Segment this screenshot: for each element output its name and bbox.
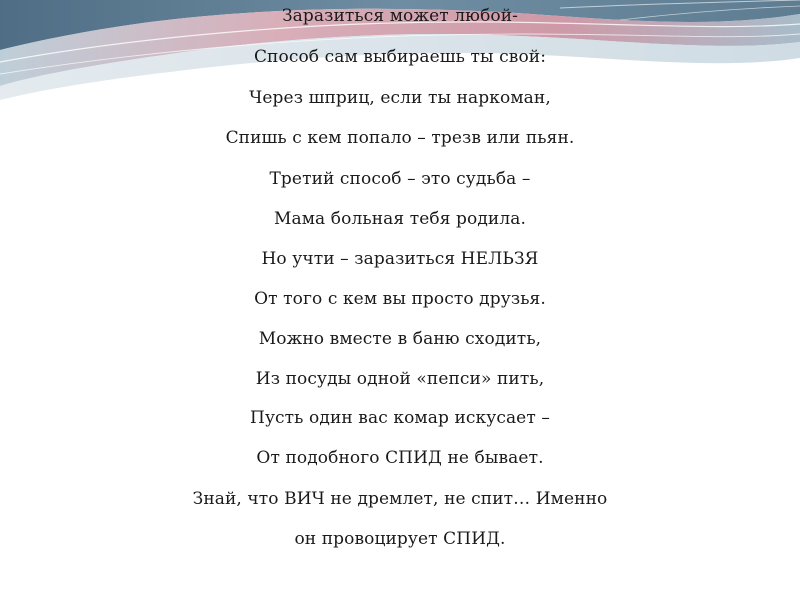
poem-line: Можно вместе в баню сходить, <box>258 329 542 349</box>
poem-line: Из посуды одной «пепси» пить, <box>255 369 545 389</box>
poem-line: Через шприц, если ты наркоман, <box>249 88 551 108</box>
poem-line: Спишь с кем попало – трезв или пьян. <box>225 128 575 148</box>
poem-line: Пусть один вас комар искусает – <box>250 408 550 428</box>
poem-line: Третий способ – это судьба – <box>269 169 531 189</box>
poem-line: Способ сам выбираешь ты свой: <box>253 47 547 67</box>
poem-line: он провоцирует СПИД. <box>294 529 506 549</box>
poem-line: Мама больная тебя родила. <box>273 209 526 229</box>
poem-line: Заразиться может любой- <box>281 6 519 26</box>
poem-line: Но учти – заразиться НЕЛЬЗЯ <box>261 249 539 269</box>
poem-line: От подобного СПИД не бывает. <box>256 448 544 468</box>
poem-line: Знай, что ВИЧ не дремлет, не спит… Именно <box>192 489 608 509</box>
poem-line: От того с кем вы просто друзья. <box>254 289 546 309</box>
